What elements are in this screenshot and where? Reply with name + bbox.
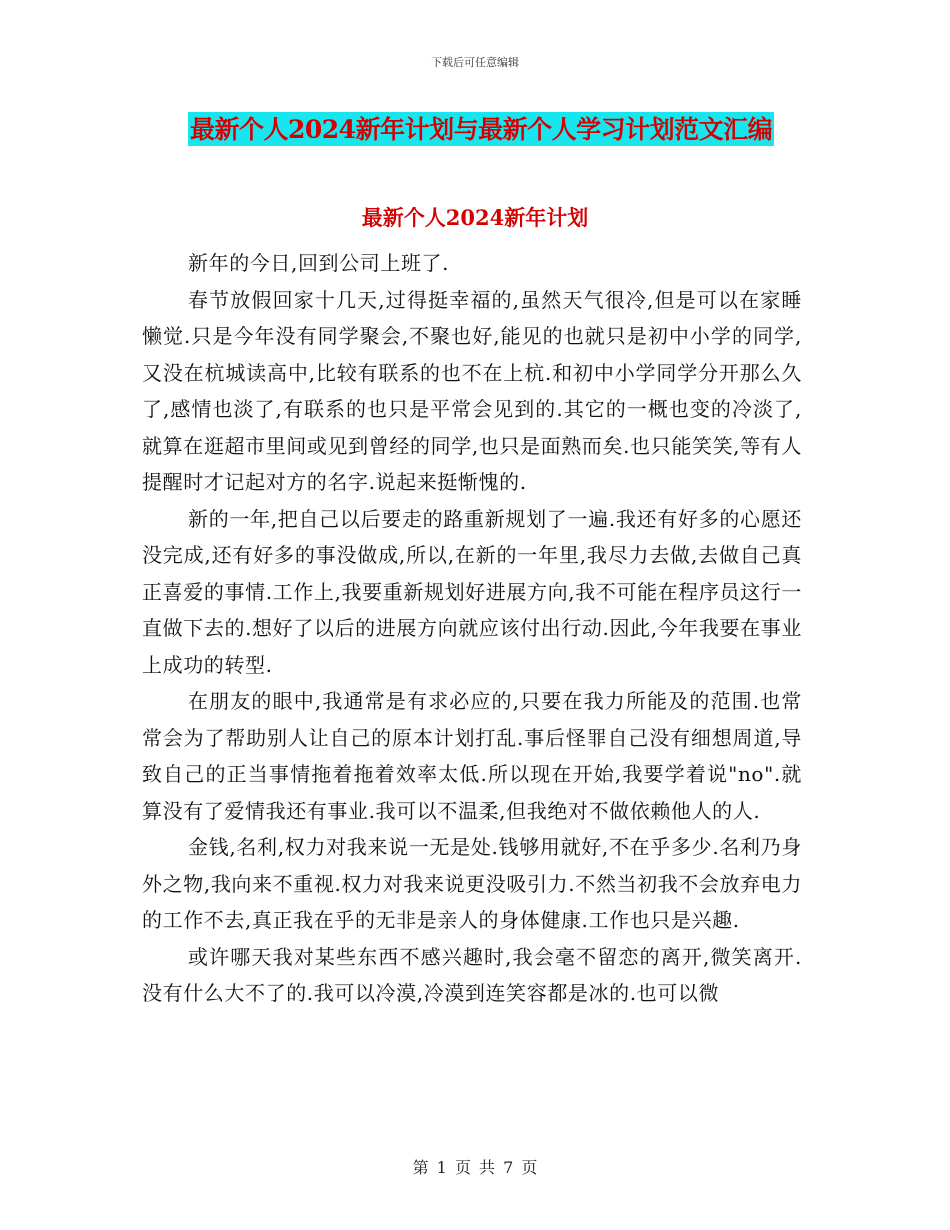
- paragraph: 或许哪天我对某些东西不感兴趣时,我会毫不留恋的离开,微笑离开.没有什么大不了的.我可以冷漠,冷漠到连笑容都是冰的.也可以微: [142, 944, 802, 1005]
- paragraph: 春节放假回家十几天,过得挺幸福的,虽然天气很冷,但是可以在家睡懒觉.只是今年没有同学聚会,不聚也好,能见的也就只是初中小学的同学,又没在杭城读高中,比较有联系的也不在上杭.和初中小学同学分开那么久了,感情也淡了,有联系的也只是平常会见到的.其它的一概也变的冷淡了,就算在逛超市里间或见到曾经的同学,也只是面熟而矣.也只能笑笑,等有人提醒时才记起对方的名字.说起来挺惭愧的.: [142, 287, 802, 494]
- header-note: 下载后可任意编辑: [431, 56, 519, 69]
- section-title: 最新个人2024新年计划: [361, 205, 589, 230]
- paragraph: 新年的今日,回到公司上班了.: [188, 251, 450, 275]
- body-text: [142, 245, 802, 1012]
- paragraph: 新的一年,把自己以后要走的路重新规划了一遍.我还有好多的心愿还没完成,还有好多的事没做成,所以,在新的一年里,我尽力去做,去做自己真正喜爱的事情.工作上,我要重新规划好进展方向,我不可能在程序员这行一直做下去的.想好了以后的进展方向就应该付出行动.因此,今年我要在事业上成功的转型.: [142, 506, 802, 677]
- paragraph: 在朋友的眼中,我通常是有求必应的,只要在我力所能及的范围.也常常会为了帮助别人让自己的原本计划打乱.事后怪罪自己没有细想周道,导致自己的正当事情拖着拖着效率太低.所以现在开始,我要学着说"no".就算没有了爱情我还有事业.我可以不温柔,但我绝对不做依赖他人的人.: [142, 689, 802, 823]
- page-number-footer: 第 1 页 共 7 页: [412, 1158, 538, 1177]
- document-title: 最新个人2024新年计划与最新个人学习计划范文汇编: [188, 112, 774, 146]
- paragraph: 金钱,名利,权力对我来说一无是处.钱够用就好,不在乎多少.名利乃身外之物,我向来不重视.权力对我来说更没吸引力.不然当初我不会放弃电力的工作不去,真正我在乎的无非是亲人的身体健康.工作也只是兴趣.: [142, 835, 802, 932]
